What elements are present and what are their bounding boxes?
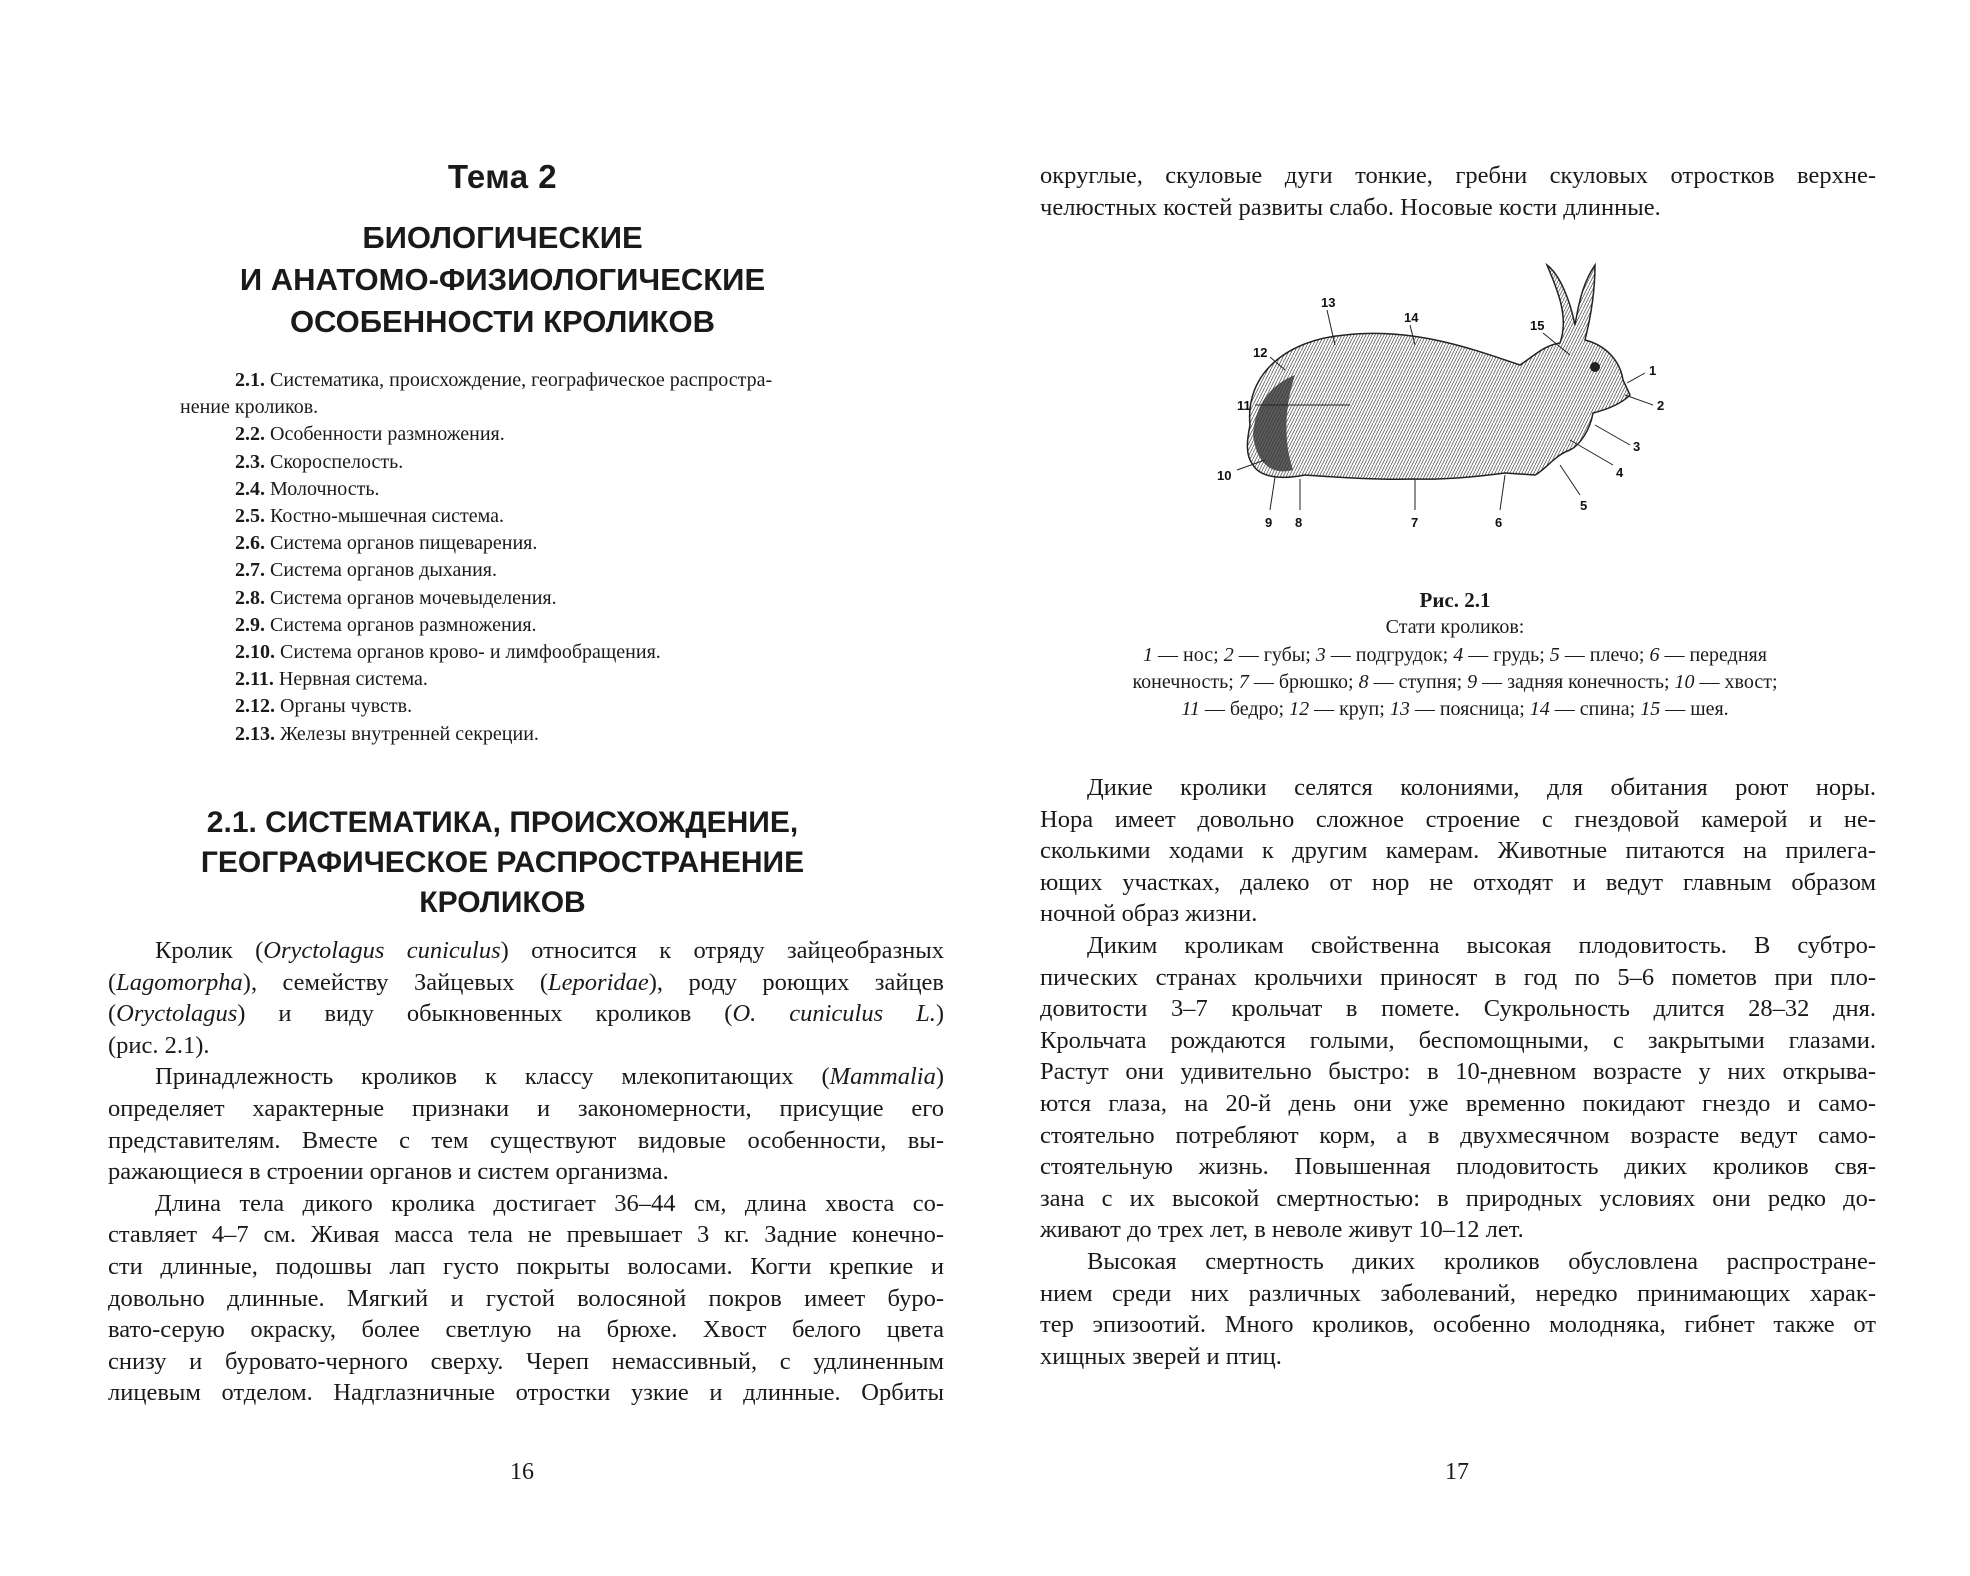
legend-number: 9: [1467, 670, 1478, 693]
text-line: ются глаза, на 20-й день они уже временно покидают гнездо и само-: [1040, 1089, 1876, 1117]
text-line: лицевым отделом. Надглазничные отростки узкие и длинные. Орбиты: [108, 1379, 944, 1407]
legend-number: 7: [1238, 670, 1249, 693]
text-line: [108, 935, 944, 967]
legend-text: — бедро;: [1199, 698, 1290, 721]
text-line: пических странах крольчихи приносят в год по 5–6 пометов при пло-: [1040, 963, 1876, 991]
toc-item-number: 2.10.: [235, 641, 275, 664]
legend-text: — брюшко;: [1248, 670, 1359, 693]
legend-text: — нос;: [1153, 643, 1224, 666]
rabbit-illustration: [1175, 255, 1735, 575]
body-text-top: [1040, 160, 1876, 223]
text-run: ), семейству Зайцевых (: [242, 968, 549, 996]
legend-number: 11: [1181, 698, 1200, 721]
legend-text: — спина;: [1549, 698, 1641, 721]
toc-item-continuation: нение кроликов.: [180, 396, 319, 419]
text-line: Нора имеет довольно сложное строение с гнездовой камерой и не-: [1040, 805, 1876, 833]
figure-label: 11: [1237, 398, 1251, 413]
text-line: Диким кроликам свойственна высокая плодовитость. В субтро-: [1087, 931, 1876, 959]
text-line: Дикие кролики селятся колониями, для обитания роют норы.: [1087, 774, 1876, 801]
text-line: ставляет 4–7 см. Живая масса тела не превышает 3 кг. Задние конечно-: [108, 1221, 944, 1249]
legend-text: — круп;: [1309, 698, 1390, 721]
figure-label: 1: [1649, 363, 1657, 378]
text-line: сколькими ходами к другим камерам. Животные питаются на прилега-: [1040, 837, 1876, 865]
figure-caption: [1045, 587, 1865, 723]
chapter-title-line: БИОЛОГИЧЕСКИЕ: [362, 220, 643, 255]
toc-item-text: Система органов мочевыделения.: [265, 586, 557, 609]
figure-label: 12: [1253, 345, 1268, 360]
text-line: челюстных костей развиты слабо. Носовые кости длинные.: [1040, 193, 1661, 221]
rabbit-figure: [1175, 255, 1735, 575]
toc-item: [180, 530, 900, 557]
toc-item: [180, 421, 900, 448]
text-line: Высокая смертность диких кроликов обусловлена распростране-: [1087, 1247, 1876, 1275]
text-line: (рис. 2.1).: [108, 1031, 210, 1059]
text-run: Кролик (: [155, 937, 264, 964]
toc-item-text: Особенности размножения.: [265, 423, 505, 446]
toc-item-text: Система органов крово- и лимфообращения.: [275, 641, 661, 664]
topic-number: Тема 2: [447, 158, 558, 195]
latin-term: Mammalia: [829, 1063, 936, 1091]
figure-label: 4: [1616, 465, 1624, 480]
legend-text: — задняя конечность;: [1477, 670, 1675, 693]
toc-item-text: Система органов дыхания.: [265, 559, 497, 582]
toc-item-number: 2.5.: [235, 505, 265, 528]
legend-number: 10: [1674, 670, 1695, 693]
text-line: [108, 967, 944, 999]
toc-item-text: Система органов пищеварения.: [265, 532, 538, 555]
text-run: ): [935, 1000, 944, 1028]
text-line: тер эпизоотий. Много кроликов, особенно молодняка, гибнет также от: [1040, 1311, 1876, 1339]
section-title-line: КРОЛИКОВ: [419, 886, 586, 919]
legend-text: — шея.: [1660, 698, 1729, 721]
figure-title: Рис. 2.1: [1419, 588, 1491, 612]
page-number: 16: [510, 1459, 534, 1485]
section-title: [0, 803, 1005, 923]
text-line: ночной образ жизни.: [1040, 900, 1258, 928]
legend-number: 1: [1143, 643, 1154, 666]
text-line: нием среди них различных заболеваний, нередко принимающих харак-: [1040, 1279, 1876, 1307]
chapter-title-line: ОСОБЕННОСТИ КРОЛИКОВ: [289, 304, 716, 339]
text-run: ): [935, 1063, 944, 1091]
toc-item-number: 2.9.: [235, 613, 265, 636]
body-text: [1040, 772, 1876, 1372]
legend-number: 15: [1640, 698, 1661, 721]
toc-item-text: Систематика, происхождение, географическое распростра-: [265, 369, 773, 391]
section-title-line: ГЕОГРАФИЧЕСКОЕ РАСПРОСТРАНЕНИЕ: [200, 846, 805, 879]
legend-text: — подгрудок;: [1325, 643, 1454, 666]
toc-item-number: 2.3.: [235, 450, 265, 473]
text-line: определяет характерные признаки и закономерности, присущие его: [108, 1094, 944, 1122]
caption-line: [1045, 696, 1865, 723]
text-run: ) и виду обыкновенных кроликов (: [237, 1000, 733, 1028]
figure-label: 15: [1530, 318, 1545, 333]
figure-label: 9: [1265, 515, 1273, 530]
legend-text: — грудь;: [1463, 643, 1550, 666]
body-text: [108, 935, 944, 1409]
text-run: ), роду роющих зайцев: [648, 968, 944, 996]
legend-text: — поясница;: [1409, 698, 1530, 721]
text-line: хищных зверей и птиц.: [1040, 1342, 1282, 1370]
text-line: довитости 3–7 крольчат в помете. Сукрольность длится 28–32 дня.: [1040, 995, 1876, 1023]
toc-item-text: Молочность.: [265, 477, 380, 500]
figure-label: 3: [1633, 439, 1641, 454]
latin-term: Oryctolagus: [116, 1000, 238, 1028]
text-line: сти длинные, подошвы лап густо покрыты волосами. Когти крепкие и: [108, 1252, 944, 1280]
figure-label: 14: [1404, 310, 1419, 325]
text-line: [108, 1061, 944, 1093]
text-line: стоятельную жизнь. Повышенная плодовитость диких кроликов свя-: [1040, 1153, 1876, 1181]
toc-item: [180, 557, 900, 584]
toc-item-number: 2.1.: [235, 369, 265, 391]
text-line: Крольчата рождаются голыми, беспомощными, с закрытыми глазами.: [1040, 1026, 1876, 1054]
text-line: вато-серую окраску, более светлую на брюхе. Хвост белого цвета: [108, 1316, 944, 1344]
toc-item-text: Система органов размножения.: [265, 613, 537, 636]
toc-item-text: Костно-мышечная система.: [265, 505, 505, 528]
figure-label: 10: [1217, 468, 1232, 483]
legend-number: 2: [1223, 643, 1234, 666]
chapter-title-line: И АНАТОМО-ФИЗИОЛОГИЧЕСКИЕ: [239, 262, 766, 297]
latin-term: Leporidae: [548, 968, 649, 996]
text-line: Длина тела дикого кролика достигает 36–44 см, длина хвоста со-: [155, 1189, 944, 1217]
toc-item: [180, 612, 900, 639]
toc-item: [180, 585, 900, 612]
toc-item-text: Органы чувств.: [275, 695, 413, 718]
text-line: зана с их высокой смертностью: в природных условиях они редко до-: [1040, 1184, 1876, 1212]
legend-text: — плечо;: [1559, 643, 1650, 666]
rabbit-body-shape: [1247, 265, 1630, 479]
text-line: живают до трех лет, в неволе живут 10–12 лет.: [1040, 1216, 1524, 1244]
toc-item-text: Нервная система.: [273, 668, 428, 691]
chapter-title: [0, 217, 1005, 343]
legend-number: 3: [1315, 643, 1326, 666]
toc-item-number: 2.8.: [235, 586, 265, 609]
latin-term: Oryctolagus cuniculus: [263, 937, 501, 964]
figure-label: 13: [1321, 295, 1336, 310]
toc-item: [180, 693, 900, 720]
text-line: представителям. Вместе с тем существуют видовые особенности, вы-: [108, 1126, 944, 1154]
toc-item: [180, 639, 900, 666]
text-line: ражающиеся в строении органов и систем организма.: [108, 1158, 669, 1186]
toc-item-number: 2.13.: [235, 722, 275, 745]
text-line: снизу и буровато-черного сверху. Череп немассивный, с удлиненным: [108, 1347, 944, 1375]
toc-item: [180, 503, 900, 530]
toc-item-number: 2.7.: [235, 559, 265, 582]
table-of-contents: [180, 367, 900, 748]
text-run: ) относится к отряду зайцеобразных: [500, 937, 944, 964]
figure-label: 7: [1411, 515, 1419, 530]
text-line: довольно длинные. Мягкий и густой волосяной покров имеет буро-: [108, 1284, 944, 1312]
text-line: Растут они удивительно быстро: в 10-дневном возрасте у них открыва-: [1040, 1058, 1876, 1086]
legend-number: 4: [1453, 643, 1464, 666]
text-run: (: [108, 968, 117, 996]
section-title-line: 2.1. СИСТЕМАТИКА, ПРОИСХОЖДЕНИЕ,: [206, 806, 799, 839]
figure-label: 2: [1657, 398, 1665, 413]
legend-number: 12: [1289, 698, 1310, 721]
text-line: стоятельно потребляют корм, а в двухмесячном возрасте ведут само-: [1040, 1121, 1876, 1149]
rabbit-eye: [1590, 362, 1600, 372]
toc-item: [180, 367, 900, 394]
text-run: (: [108, 1000, 117, 1028]
page-number: 17: [1445, 1459, 1469, 1485]
legend-number: 14: [1529, 698, 1550, 721]
toc-item-number: 2.2.: [235, 423, 265, 446]
legend-number: 13: [1389, 698, 1410, 721]
figure-label: 6: [1495, 515, 1503, 530]
caption-line: [1045, 642, 1865, 669]
legend-number: 8: [1358, 670, 1369, 693]
text-line: округлые, скуловые дуги тонкие, гребни скуловых отростков верхне-: [1040, 162, 1876, 189]
toc-item: [180, 476, 900, 503]
toc-item-number: 2.6.: [235, 532, 265, 555]
legend-text: — ступня;: [1368, 670, 1468, 693]
toc-item-text: Скороспелость.: [265, 450, 404, 473]
figure-label: 5: [1580, 498, 1588, 513]
toc-item: [180, 666, 900, 693]
text-run: Принадлежность кроликов к классу млекопитающих (: [155, 1063, 830, 1091]
toc-item-number: 2.4.: [235, 477, 265, 500]
latin-term: Lagomorpha: [116, 968, 243, 996]
toc-item: [180, 449, 900, 476]
text-line: ющих участках, далеко от нор не отходят и ведут главным образом: [1040, 868, 1876, 896]
figure-label: 8: [1295, 515, 1303, 530]
latin-term: O. cuniculus L.: [732, 1000, 936, 1028]
toc-item-text: Железы внутренней секреции.: [275, 722, 539, 745]
legend-number: 5: [1549, 643, 1560, 666]
text-line: [108, 998, 944, 1030]
caption-line: [1045, 669, 1865, 696]
legend-text: — губы;: [1233, 643, 1316, 666]
toc-item: [180, 721, 900, 748]
legend-number: 6: [1649, 643, 1660, 666]
legend-text: конечность;: [1132, 670, 1239, 693]
right-page: [985, 0, 1970, 1576]
legend-text: — хвост;: [1694, 670, 1778, 693]
toc-item-number: 2.12.: [235, 695, 275, 718]
legend-text: — передняя: [1659, 643, 1767, 666]
toc-item-number: 2.11.: [235, 668, 274, 691]
figure-subtitle: Стати кроликов:: [1385, 616, 1525, 639]
